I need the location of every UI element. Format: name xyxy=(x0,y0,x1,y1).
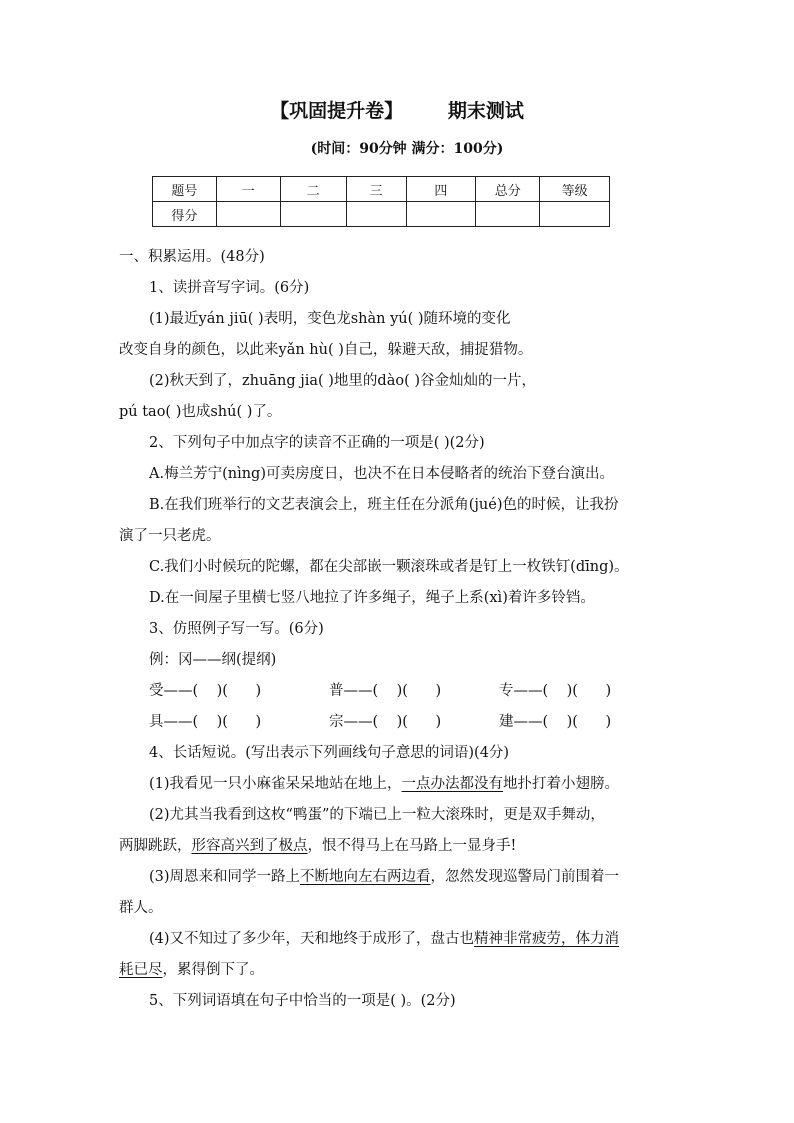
sentence-3: (3)周恩来和同学一路上不断地向左右两边看，忽然发现巡警局门前围着一 xyxy=(149,869,620,885)
exercise-item: 普——( )( ) xyxy=(329,683,442,699)
question-title: 1、读拼音写字词。(6分) xyxy=(149,280,310,296)
underlined-phrase: 精神非常疲劳，体力消 xyxy=(474,931,620,947)
exam-content xyxy=(119,246,679,1021)
title-main: 期末测试 xyxy=(447,100,524,122)
option-a: A.梅兰芳宁(nìng)可卖房度日，也决不在日本侵略者的统治下登台演出。 xyxy=(149,466,614,482)
underlined-phrase: 不断地向左右两边看 xyxy=(300,869,431,885)
question-text: (2)秋天到了，zhuāng jia( )地里的dào( )谷金灿灿的一片， xyxy=(149,373,537,389)
header-cell: 总分 xyxy=(476,177,540,202)
score-table-header-row xyxy=(153,177,610,202)
score-cell[interactable] xyxy=(406,202,476,227)
sentence-3-cont: 群人。 xyxy=(119,900,163,916)
exercise-item: 专——( )( ) xyxy=(499,683,612,699)
question-text: 改变自身的颜色，以此来yǎn hù( )自己，躲避天敌，捕捉猎物。 xyxy=(119,342,533,358)
option-d: D.在一间屋子里横七竖八地拉了许多绳子，绳子上系(xì)着许多铃铛。 xyxy=(149,590,595,606)
question-title: 5、下列词语填在句子中恰当的一项是( )。(2分) xyxy=(149,993,456,1009)
sentence-2-cont: 两脚跳跃，形容高兴到了极点，恨不得马上在马路上一显身手! xyxy=(119,838,517,854)
exercise-row xyxy=(119,711,679,742)
score-cell[interactable] xyxy=(216,202,280,227)
exercise-item: 受——( )( ) xyxy=(149,683,262,699)
row-label: 得分 xyxy=(153,202,217,227)
section-heading: 一、积累运用。(48分) xyxy=(119,249,265,265)
sentence-4-cont: 耗已尽，累得倒下了。 xyxy=(119,962,264,978)
score-cell[interactable] xyxy=(540,202,610,227)
score-table xyxy=(152,176,610,227)
score-table-score-row xyxy=(153,202,610,227)
header-cell: 四 xyxy=(406,177,476,202)
sentence-4: (4)又不知过了多少年，天和地终于成形了，盘古也精神非常疲劳，体力消 xyxy=(149,931,620,947)
exercise-item: 具——( )( ) xyxy=(149,714,262,730)
example-text: 例：冈——纲(提纲) xyxy=(149,652,277,668)
question-title: 2、下列句子中加点字的读音不正确的一项是( )(2分) xyxy=(149,435,485,451)
exercise-row xyxy=(119,680,679,711)
header-cell: 三 xyxy=(346,177,406,202)
score-cell[interactable] xyxy=(476,202,540,227)
option-b-cont: 演了一只老虎。 xyxy=(119,528,221,544)
sentence-1: (1)我看见一只小麻雀呆呆地站在地上，一点办法都没有地扑打着小翅膀。 xyxy=(149,776,620,792)
question-title: 4、长话短说。(写出表示下列画线句子意思的词语)(4分) xyxy=(149,745,510,761)
title-label: 【巩固提升卷】 xyxy=(270,100,404,122)
underlined-phrase: 形容高兴到了极点 xyxy=(191,838,308,854)
exercise-item: 宗——( )( ) xyxy=(329,714,442,730)
sentence-2: (2)尤其当我看到这枚“鸭蛋”的下端已上一粒大滚珠时，更是双手舞动， xyxy=(149,807,605,823)
underlined-phrase: 耗已尽 xyxy=(119,962,163,978)
score-cell[interactable] xyxy=(280,202,346,227)
question-text: (1)最近yán jiū( )表明，变色龙shàn yú( )随环境的变化 xyxy=(149,311,511,327)
exam-info: (时间：90分钟 满分：100分) xyxy=(310,141,504,157)
header-cell: 等级 xyxy=(540,177,610,202)
question-text: pú tao( )也成shú( )了。 xyxy=(119,404,282,420)
underlined-phrase: 一点办法都没有 xyxy=(401,776,504,792)
header-cell: 一 xyxy=(216,177,280,202)
option-c: C.我们小时候玩的陀螺，都在尖部嵌一颗滚珠或者是钉上一枚铁钉(dīng)。 xyxy=(149,559,629,575)
header-cell: 二 xyxy=(280,177,346,202)
question-title: 3、仿照例子写一写。(6分) xyxy=(149,621,324,637)
page-title xyxy=(0,96,794,123)
option-b: B.在我们班举行的文艺表演会上，班主任在分派角(jué)色的时候，让我扮 xyxy=(149,497,619,513)
header-cell: 题号 xyxy=(153,177,217,202)
exercise-item: 建——( )( ) xyxy=(499,714,612,730)
score-cell[interactable] xyxy=(346,202,406,227)
